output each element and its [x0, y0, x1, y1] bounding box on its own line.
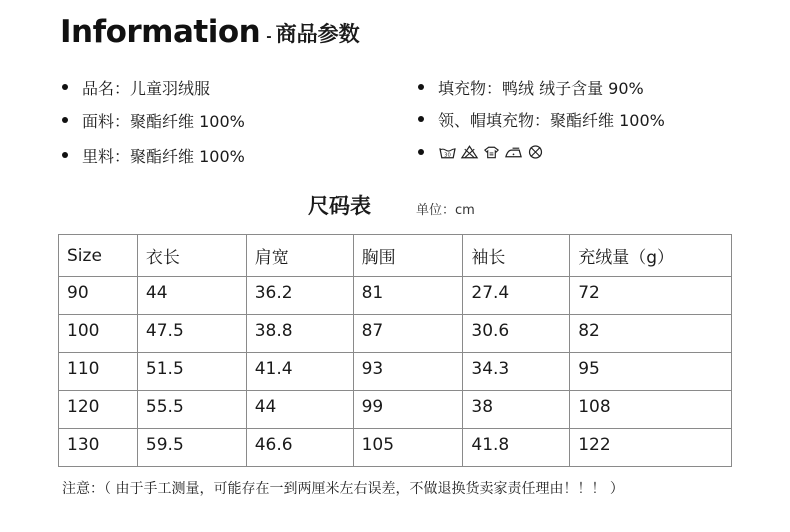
table-cell: 36.2	[246, 277, 353, 315]
spec-item-collar-filling	[418, 106, 665, 132]
bullet-icon	[62, 152, 68, 158]
table-cell: 90	[59, 277, 138, 315]
table-cell: 108	[570, 391, 732, 429]
disclaimer-note: 注意：（ 由于手工测量，可能存在一到两厘米左右误差，不做退换货卖家责任理由！！！ ）	[62, 481, 624, 497]
header-shoulder: 肩宽	[246, 235, 353, 277]
size-chart-table	[58, 234, 732, 467]
size-chart-title: 尺码表	[308, 194, 371, 218]
table-cell: 55.5	[137, 391, 246, 429]
title-chinese: 商品参数	[275, 22, 360, 46]
bullet-icon	[62, 84, 68, 90]
table-cell: 38	[463, 391, 570, 429]
table-row	[59, 353, 732, 391]
table-cell: 46.6	[246, 429, 353, 467]
spec-fabric-text: 面料：聚酯纤维 100%	[82, 111, 245, 131]
header-down-fill: 充绒量（g）	[570, 235, 732, 277]
spec-item-care	[418, 139, 545, 165]
svg-text:30: 30	[444, 152, 451, 159]
wash-30-icon	[438, 144, 457, 160]
table-cell: 100	[59, 315, 138, 353]
table-cell: 82	[570, 315, 732, 353]
no-bleach-icon	[460, 144, 479, 160]
table-cell: 110	[59, 353, 138, 391]
care-icons	[438, 144, 545, 160]
table-cell: 87	[353, 315, 463, 353]
spec-name-text: 品名：儿童羽绒服	[82, 78, 211, 98]
table-cell: 41.8	[463, 429, 570, 467]
table-row	[59, 315, 732, 353]
spec-filling-text: 填充物：鸭绒 绒子含量 90%	[438, 78, 644, 98]
table-cell: 27.4	[463, 277, 570, 315]
table-cell: 44	[137, 277, 246, 315]
no-dryclean-icon	[526, 144, 545, 160]
spec-item-fabric	[62, 107, 245, 133]
table-cell: 51.5	[137, 353, 246, 391]
table-header-row	[59, 235, 732, 277]
table-cell: 47.5	[137, 315, 246, 353]
table-cell: 38.8	[246, 315, 353, 353]
table-cell: 59.5	[137, 429, 246, 467]
table-cell: 81	[353, 277, 463, 315]
spec-item-lining	[62, 142, 245, 168]
table-row	[59, 277, 732, 315]
table-row	[59, 429, 732, 467]
hang-dry-icon	[482, 144, 501, 160]
table-cell: 93	[353, 353, 463, 391]
header-size: Size	[59, 235, 138, 277]
spec-item-filling	[418, 74, 644, 100]
table-row	[59, 391, 732, 429]
table-cell: 105	[353, 429, 463, 467]
title-separator: -	[266, 30, 272, 45]
table-cell: 95	[570, 353, 732, 391]
table-cell: 30.6	[463, 315, 570, 353]
bullet-icon	[418, 116, 424, 122]
title-english: Information	[60, 14, 261, 50]
spec-item-name	[62, 74, 210, 100]
bullet-icon	[418, 84, 424, 90]
header-length: 衣长	[137, 235, 246, 277]
bullet-icon	[62, 117, 68, 123]
table-cell: 130	[59, 429, 138, 467]
iron-low-icon	[504, 144, 523, 160]
table-cell: 72	[570, 277, 732, 315]
table-cell: 34.3	[463, 353, 570, 391]
bullet-icon	[418, 149, 424, 155]
spec-lining-text: 里料：聚酯纤维 100%	[82, 146, 245, 166]
table-cell: 120	[59, 391, 138, 429]
table-cell: 41.4	[246, 353, 353, 391]
header-chest: 胸围	[353, 235, 463, 277]
spec-collar-filling-text: 领、帽填充物：聚酯纤维 100%	[438, 110, 665, 130]
size-chart-unit: 单位：cm	[416, 203, 475, 218]
header-sleeve: 袖长	[463, 235, 570, 277]
page-title	[60, 12, 360, 52]
table-cell: 99	[353, 391, 463, 429]
table-cell: 122	[570, 429, 732, 467]
table-cell: 44	[246, 391, 353, 429]
product-specs	[0, 73, 790, 183]
